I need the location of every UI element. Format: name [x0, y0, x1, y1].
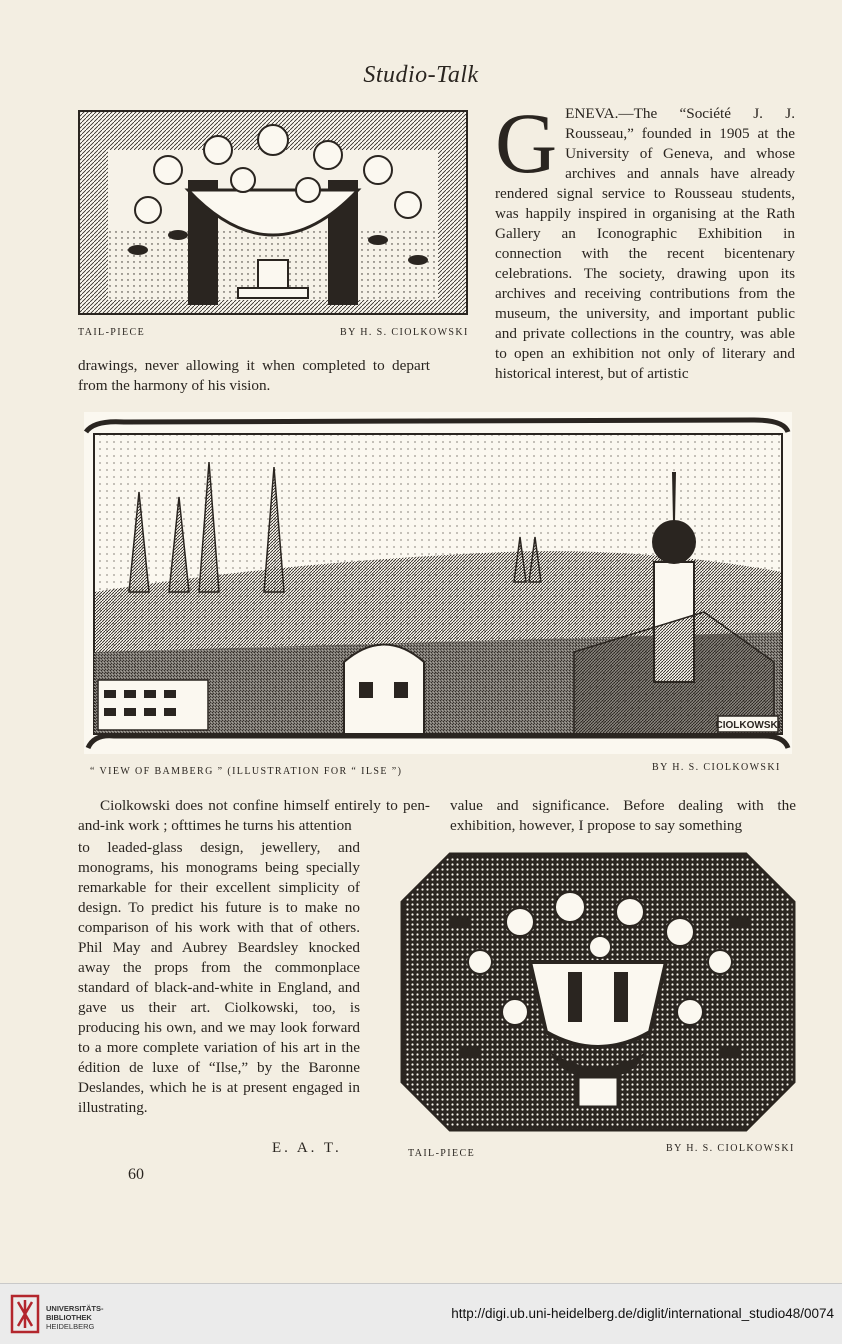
bamberg-caption-right: BY H. S. CIOLKOWSKI	[652, 762, 781, 773]
tailpiece-bottom-caption-right: BY H. S. CIOLKOWSKI	[666, 1143, 795, 1154]
ciolkowski-paragraph-rest: to leaded-glass design, jewellery, and monograms, his monograms being specially remarkable for their excellent simplicity of design. To predict his future is to make no comparison of his work with that of others. Phil May and Aubrey Beardsley knocked away the props from the commonplace standard of black-and-white in England, and gave us their art. Ciolkowski, too, is producing his own, and we may look forward to a more complete variation of his art in the édition de luxe of “Ilse,” by the Baronne Deslandes, which he is at present engaged in illustrating.	[78, 839, 360, 1116]
logo-line-1: UNIVERSITÄTS-	[46, 1304, 104, 1313]
geneva-paragraph	[495, 95, 795, 384]
tailpiece-bottom-caption-left: TAIL-PIECE	[408, 1148, 476, 1159]
bamberg-signature: CIOLKOWSKI	[715, 720, 781, 731]
right-continuation-text: value and significance. Before dealing with the exhibition, however, I propose to say something	[450, 797, 796, 834]
logo-line-3: HEIDELBERG	[46, 1322, 95, 1331]
library-footer	[0, 1283, 842, 1344]
logo-line-2: BIBLIOTHEK	[46, 1313, 92, 1322]
permalink-url[interactable]: http://digi.ub.uni-heidelberg.de/diglit/international_studio48/0074	[451, 1306, 834, 1321]
tailpiece-top-caption-right: BY H. S. CIOLKOWSKI	[340, 327, 469, 338]
ciolkowski-paragraph-top: Ciolkowski does not confine himself entirely to pen-and-ink work ; ofttimes he turns his attention	[78, 797, 430, 834]
bamberg-illustration	[84, 412, 792, 754]
drop-cap: G	[495, 95, 558, 191]
library-seal-icon	[10, 1294, 40, 1334]
page-number: 60	[128, 1166, 144, 1183]
library-logo-text	[46, 1304, 104, 1331]
left-continuation-text: drawings, never allowing it when completed to depart from the harmony of his vision.	[78, 357, 430, 394]
tailpiece-top-caption-left: TAIL-PIECE	[78, 327, 146, 338]
tailpiece-top-illustration	[78, 110, 468, 315]
author-signoff: E. A. T.	[272, 1140, 342, 1156]
bamberg-caption-left: “ VIEW OF BAMBERG ” (ILLUSTRATION FOR “ ILSE ”)	[90, 766, 403, 777]
tailpiece-bottom-illustration	[400, 852, 796, 1132]
geneva-text: ENEVA.—The “Société J. J. Rousseau,” founded in 1905 at the University of Geneva, and whose archives and annals have already rendered signal service to Rousseau students, was happily inspired in organising at the Rath Gallery an Iconographic Exhibition in connection with the recent bicentenary celebrations. The society, drawing upon its archives and receiving contributions from the museum, the university, and important public and private collections in the country, was able to open an exhibition not only of literary and historical interest, but of artistic	[495, 105, 795, 382]
library-logo[interactable]	[10, 1294, 160, 1338]
running-head: Studio-Talk	[363, 62, 479, 88]
